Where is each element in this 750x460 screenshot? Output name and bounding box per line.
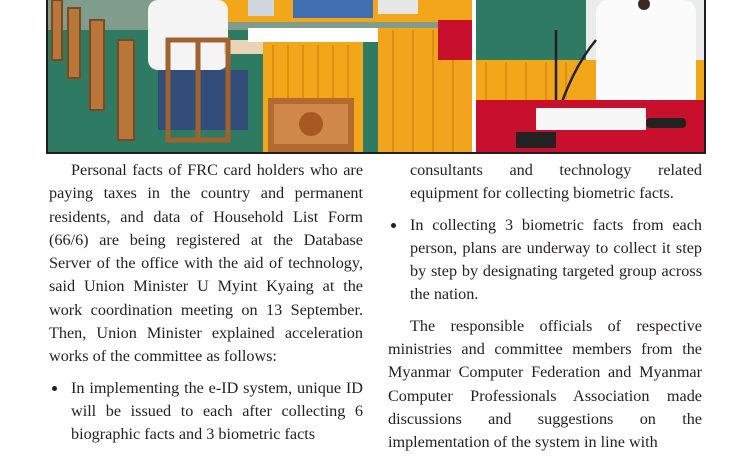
bullet-item-biometric: In collecting 3 biometric facts from each person, plans are underway to collect it step by step by designating targeted group across the nation. [388, 214, 702, 307]
closing-paragraph: The responsible officials of respective ministries and committee members from the Myanmar Computer Federation and Myanmar Computer Professionals Association made discussions and suggestions on the implementation of the system in line with [388, 316, 702, 452]
continuation-line-2: equipment for collecting biometric facts. [410, 184, 674, 203]
bullet-item-eid: In implementing the e-ID system, unique ID will be issued to each after collecting 6 biographic facts and 3 biometric facts [49, 377, 363, 447]
intro-paragraph: Personal facts of FRC card holders who are paying taxes in the country and permanent residents, and data of Household List Form (66/6) are being registered at the Database Server of the office with the aid of technology, said Union Minister U Myint Kyaing at the work coordination meeting on 13 September. Then, Union Minister explained acceleration works of the committee as follows: [49, 161, 363, 366]
left-bullet-list [49, 377, 363, 447]
article-right-column [388, 159, 702, 455]
meeting-room-photo [48, 0, 472, 152]
podium-speaker-photo [476, 0, 706, 152]
podium-speaker-illustration [476, 0, 706, 152]
news-photo-strip [46, 0, 706, 154]
article-left-column [49, 159, 363, 447]
right-bullet-list [388, 214, 702, 307]
meeting-room-illustration [48, 0, 472, 152]
continuation-line-1: consultants and technology related [410, 161, 702, 179]
